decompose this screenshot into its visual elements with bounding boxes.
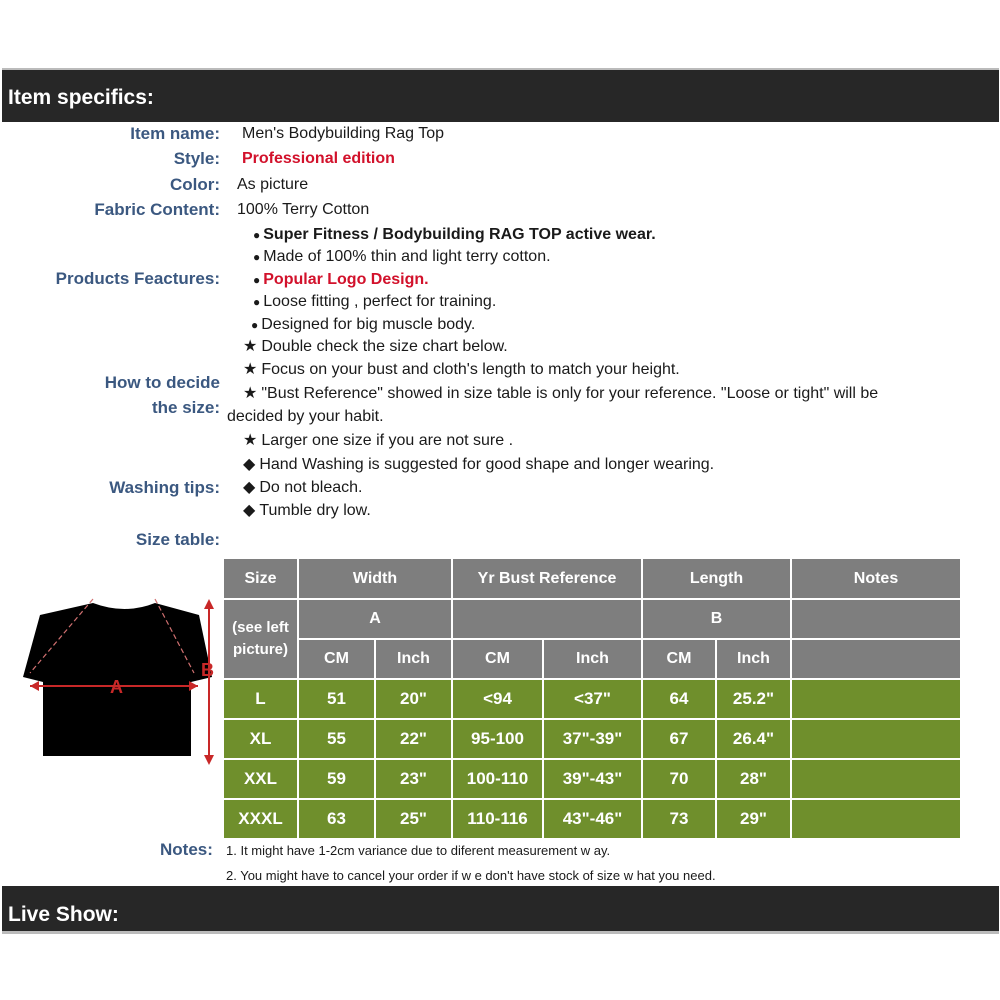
header-width-cm: CM [298,639,375,679]
fabric-label: Fabric Content: [94,200,220,219]
arrow-right-icon [189,681,198,691]
item-name-value: Men's Bodybuilding Rag Top [242,125,444,142]
size-tip-item: ★ Focus on your bust and cloth's length to match your height. [243,361,680,378]
size-table-label: Size table: [135,530,220,549]
feature-item: ● Popular Logo Design. [253,271,429,288]
header-bust-inch: Inch [543,639,642,679]
features-label: Products Feactures: [55,269,220,288]
size-tip-item: ★ Double check the size chart below. [243,338,508,355]
feature-item: ● Loose fitting , perfect for training. [253,293,497,310]
header-length-b: B [642,599,791,639]
cell-size: L [223,679,298,719]
star-icon: ★ [243,432,258,449]
cell-width-cm: 55 [298,719,375,759]
cell-length-cm: 67 [642,719,716,759]
cell-bust-cm: 100-110 [452,759,543,799]
style-value: Professional edition [242,150,395,167]
color-value: As picture [237,176,309,193]
fabric-value: 100% Terry Cotton [237,201,370,218]
header-length-inch: Inch [716,639,791,679]
cell-width-inch: 20" [375,679,452,719]
size-decide-label-line2: the size: [151,398,220,417]
header-width-inch: Inch [375,639,452,679]
header-width-a: A [298,599,452,639]
cell-notes [791,719,961,759]
table-row [223,679,961,719]
cell-size: XL [223,719,298,759]
header-length-cm: CM [642,639,716,679]
washing-item: ◆ Tumble dry low. [243,502,371,519]
table-row [223,759,961,799]
color-label: Color: [169,175,220,194]
header-bust-empty [452,599,642,639]
cell-width-cm: 51 [298,679,375,719]
star-icon: ★ [243,385,258,402]
cell-bust-inch: 43"-46" [543,799,642,839]
shirt-diagram [18,595,218,770]
cell-bust-cm: <94 [452,679,543,719]
cell-length-inch: 28" [716,759,791,799]
cell-size: XXXL [223,799,298,839]
arrow-left-icon [30,681,39,691]
notes-label: Notes: [160,840,213,859]
bullet-dot-icon: ● [253,295,261,309]
header-notes-empty [791,639,961,679]
item-specifics-title: Item specifics: [8,86,154,109]
cell-bust-cm: 95-100 [452,719,543,759]
cell-length-inch: 26.4" [716,719,791,759]
diamond-icon: ◆ [243,502,256,519]
bullet-dot-icon: ● [253,273,261,287]
diagram-label-a: A [110,677,123,697]
note-item: 1. It might have 1-2cm variance due to diferent measurement w ay. [226,843,611,858]
header-bust-cm: CM [452,639,543,679]
header-size: Size [223,558,298,599]
size-table [222,557,962,840]
item-name-label: Item name: [130,124,220,143]
cell-notes [791,759,961,799]
size-tip-continuation: decided by your habit. [227,408,384,425]
cell-length-inch: 29" [716,799,791,839]
feature-item: ● Made of 100% thin and light terry cotton. [253,248,551,265]
table-row [223,719,961,759]
cell-length-cm: 70 [642,759,716,799]
cell-notes [791,679,961,719]
table-row [223,799,961,839]
bullet-dot-icon: ● [253,250,261,264]
header-width: Width [298,558,452,599]
live-show-title: Live Show: [8,903,119,926]
size-tip-item: ★ Larger one size if you are not sure . [243,432,514,449]
feature-item: ● Super Fitness / Bodybuilding RAG TOP active wear. [253,226,656,243]
star-icon: ★ [243,361,258,378]
feature-item: ● Designed for big muscle body. [251,316,476,333]
size-tip-item: ★ "Bust Reference" showed in size table is only for your reference. "Loose or tight" will be [243,385,879,402]
cell-width-inch: 22" [375,719,452,759]
header-length: Length [642,558,791,599]
diagram-label-b: B [201,660,214,680]
size-decide-label-line1: How to decide [104,373,220,392]
note-item: 2. You might have to cancel your order if w e don't have stock of size w hat you need. [226,868,716,883]
washing-item: ◆ Hand Washing is suggested for good shape and longer wearing. [243,456,715,473]
cell-notes [791,799,961,839]
cell-width-cm: 63 [298,799,375,839]
cell-size: XXL [223,759,298,799]
cell-width-inch: 25" [375,799,452,839]
arrow-up-icon [204,599,214,609]
cell-bust-cm: 110-116 [452,799,543,839]
diamond-icon: ◆ [243,479,256,496]
washing-label: Washing tips: [109,478,220,497]
cell-width-cm: 59 [298,759,375,799]
bullet-dot-icon: ● [253,228,261,242]
cell-length-inch: 25.2" [716,679,791,719]
cell-bust-inch: 37"-39" [543,719,642,759]
item-specifics-header [2,68,999,122]
header-notes: Notes [791,558,961,599]
cell-length-cm: 73 [642,799,716,839]
live-show-header [2,886,999,934]
style-label: Style: [173,149,220,168]
cell-length-cm: 64 [642,679,716,719]
washing-item: ◆ Do not bleach. [243,479,363,496]
diamond-icon: ◆ [243,456,256,473]
star-icon: ★ [243,338,258,355]
header-bust-reference: Yr Bust Reference [452,558,642,599]
header-see-left-picture: (see left picture) [223,599,298,679]
header-notes-empty [791,599,961,639]
arrow-down-icon [204,755,214,765]
cell-width-inch: 23" [375,759,452,799]
bullet-dot-icon: ● [251,318,259,332]
cell-bust-inch: <37" [543,679,642,719]
cell-bust-inch: 39"-43" [543,759,642,799]
